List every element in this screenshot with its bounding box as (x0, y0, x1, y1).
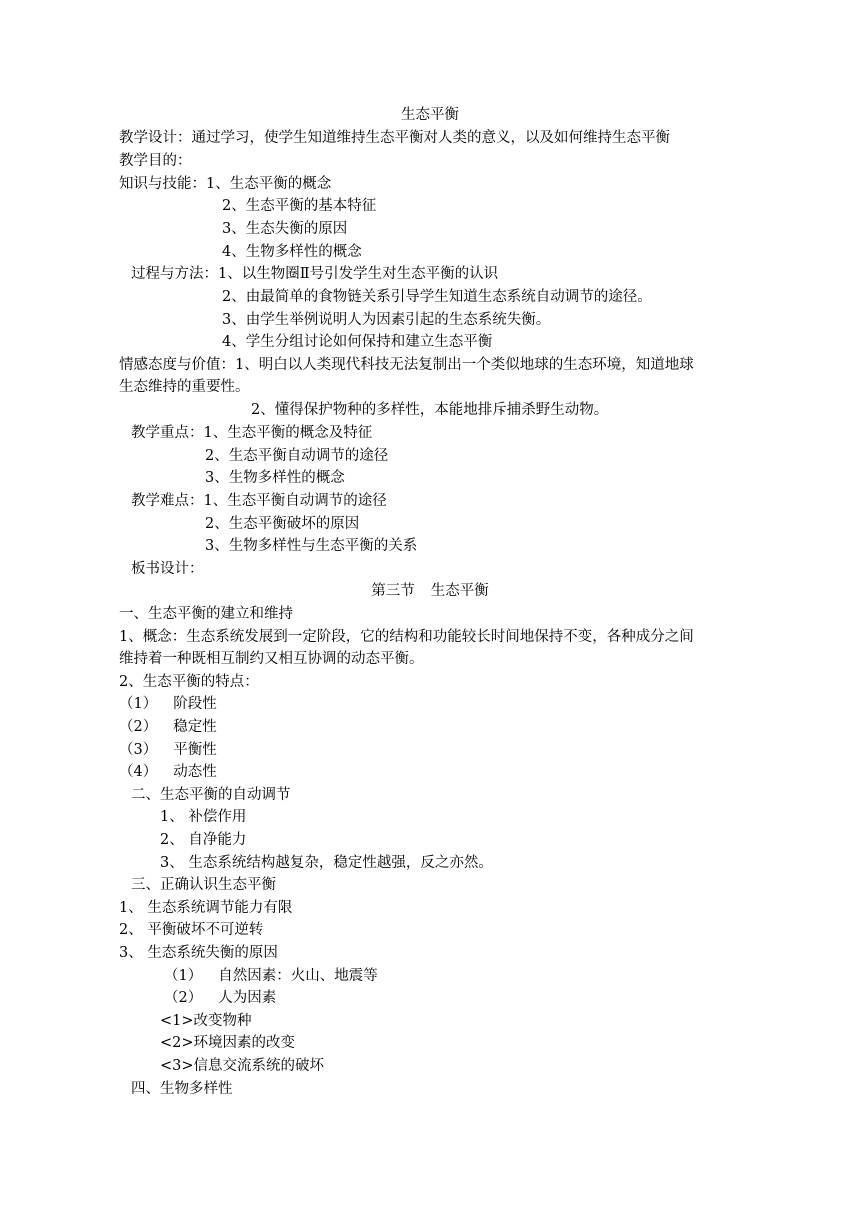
process-label: 过程与方法：1、以生物圈Ⅱ号引发学生对生态平衡的认识 (131, 266, 499, 282)
emotion-item: 2、懂得保护物种的多样性，本能地排斥捕杀野生动物。 (251, 402, 609, 418)
section-title: 第三节 生态平衡 (371, 583, 489, 599)
feature-item: （1） 阶段性 (119, 696, 217, 712)
part1-heading: 一、生态平衡的建立和维持 (119, 606, 293, 622)
teaching-design: 教学设计：通过学习，使学生知道维持生态平衡对人类的意义，以及如何维持生态平衡 (119, 130, 670, 146)
human-factor-item: <1>改变物种 (160, 1013, 252, 1029)
emotion-line: 情感态度与价值：1、明白以人类现代科技无法复制出一个类似地球的生态环境，知道地球 (119, 357, 694, 373)
difficulties-item: 2、生态平衡破坏的原因 (205, 516, 360, 532)
knowledge-item: 4、生物多样性的概念 (222, 244, 362, 260)
feature-item: （4） 动态性 (119, 764, 217, 780)
feature-item: （2） 稳定性 (119, 719, 217, 735)
knowledge-label: 知识与技能：1、生态平衡的概念 (119, 176, 332, 192)
knowledge-item: 2、生态平衡的基本特征 (222, 198, 377, 214)
features-heading: 2、生态平衡的特点： (119, 674, 259, 690)
human-factor-item: <3>信息交流系统的破坏 (160, 1058, 325, 1074)
process-item: 3、由学生举例说明人为因素引起的生态系统失衡。 (222, 312, 551, 328)
part3-item: 1、 生态系统调节能力有限 (119, 900, 293, 916)
part3-item: 2、 平衡破坏不可逆转 (119, 922, 264, 938)
knowledge-item: 3、生态失衡的原因 (222, 221, 348, 237)
board-design-heading: 板书设计： (131, 561, 204, 577)
process-item: 2、由最简单的食物链关系引导学生知道生态系统自动调节的途径。 (222, 289, 652, 305)
key-points-item: 3、生物多样性的概念 (205, 470, 345, 486)
emotion-line: 生态维持的重要性。 (119, 379, 250, 395)
process-item: 4、学生分组讨论如何保持和建立生态平衡 (222, 334, 493, 350)
human-factor-item: <2>环境因素的改变 (160, 1035, 296, 1051)
part2-item: 2、 自净能力 (160, 832, 247, 848)
key-points-item: 2、生态平衡自动调节的途径 (205, 448, 389, 464)
teaching-goals-heading: 教学目的： (119, 153, 192, 169)
part2-heading: 二、生态平衡的自动调节 (131, 787, 291, 803)
part3-heading: 三、正确认识生态平衡 (131, 877, 276, 893)
concept-line: 1、概念：生态系统发展到一定阶段，它的结构和功能较长时间地保持不变，各种成分之间 (119, 629, 694, 645)
key-points-label: 教学重点：1、生态平衡的概念及特征 (131, 425, 373, 441)
difficulties-label: 教学难点：1、生态平衡自动调节的途径 (131, 493, 387, 509)
difficulties-item: 3、生物多样性与生态平衡的关系 (205, 538, 418, 554)
document-title: 生态平衡 (401, 107, 459, 123)
part4-heading: 四、生物多样性 (131, 1081, 233, 1097)
feature-item: （3） 平衡性 (119, 742, 217, 758)
part3-item: 3、 生态系统失衡的原因 (119, 945, 278, 961)
part2-item: 3、 生态系统结构越复杂，稳定性越强，反之亦然。 (160, 855, 493, 871)
part2-item: 1、 补偿作用 (160, 809, 247, 825)
cause-item: （2） 人为因素 (164, 990, 277, 1006)
concept-line: 维持着一种既相互制约又相互协调的动态平衡。 (119, 651, 424, 667)
cause-item: （1） 自然因素：火山、地震等 (164, 968, 378, 984)
